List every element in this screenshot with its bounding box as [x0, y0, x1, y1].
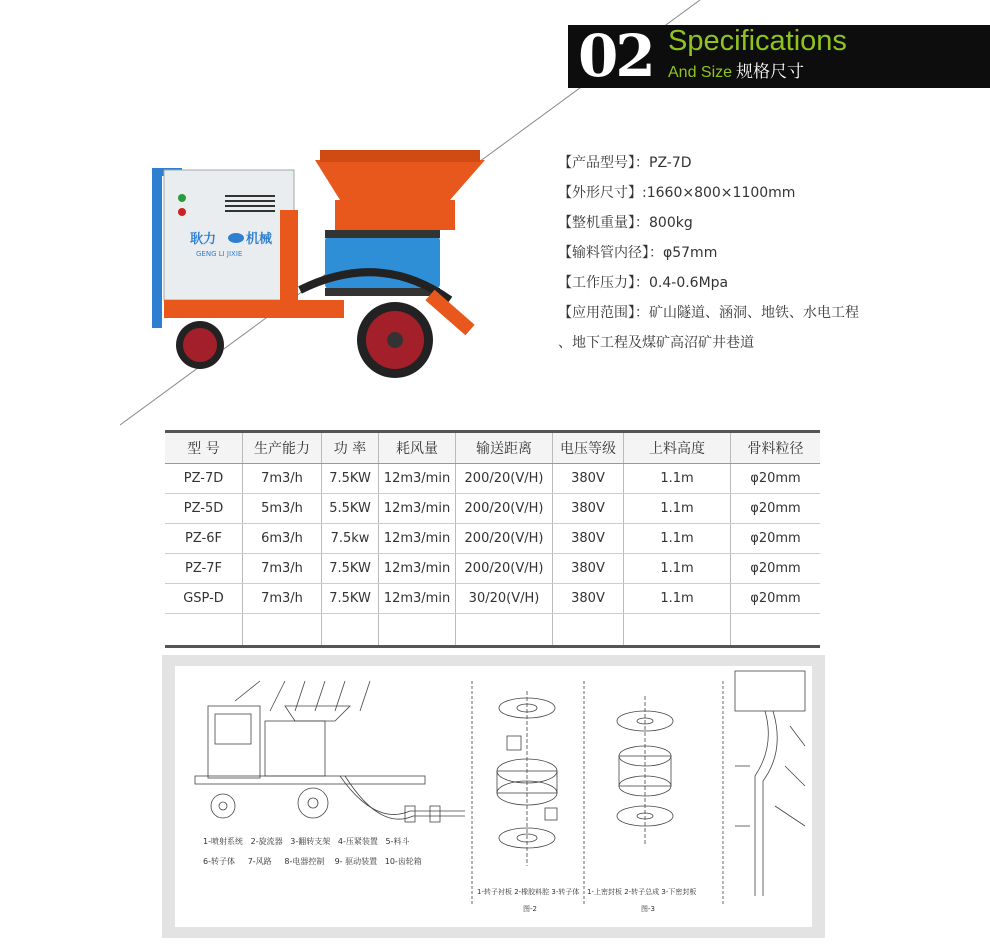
brand-text: 耿力	[190, 232, 217, 247]
spec-row-weight: 【整机重量】：800kg	[558, 215, 693, 231]
brand-pinyin-text: GENG LI JIXIE	[196, 250, 243, 258]
table-cell	[731, 614, 821, 647]
table-cell: 380V	[553, 494, 624, 524]
table-cell	[379, 614, 456, 647]
fig2-label: 图-2	[523, 905, 537, 913]
table-cell: 1.1m	[624, 494, 731, 524]
table-cell: 6m3/h	[243, 524, 322, 554]
table-cell	[165, 614, 243, 647]
table-cell: 1.1m	[624, 464, 731, 494]
table-cell: 380V	[553, 584, 624, 614]
table-row-empty	[165, 614, 820, 647]
table-cell: 12m3/min	[379, 584, 456, 614]
table-cell: 7m3/h	[243, 464, 322, 494]
table-header-cell: 电压等级	[553, 432, 624, 464]
section-subtitle-en: And Size	[668, 64, 733, 81]
table-cell: 380V	[553, 464, 624, 494]
table-header-cell: 上料高度	[624, 432, 731, 464]
section-number: 02	[578, 22, 653, 90]
table-header-cell: 功 率	[322, 432, 379, 464]
spec-row-dimensions: 【外形尺寸】:1660×800×1100mm	[558, 185, 796, 201]
table-header-cell: 生产能力	[243, 432, 322, 464]
table-row	[165, 464, 820, 494]
table-row	[165, 524, 820, 554]
table-cell: 12m3/min	[379, 494, 456, 524]
section-subtitle-cn: 规格尺寸	[736, 62, 805, 81]
spec-list	[558, 148, 988, 358]
table-cell: 12m3/min	[379, 464, 456, 494]
table-cell	[243, 614, 322, 647]
spec-row-application: 【应用范围】：矿山隧道、涵洞、地铁、水电工程	[558, 305, 859, 321]
shotcrete-machine-image	[150, 140, 490, 385]
table-cell	[624, 614, 731, 647]
table-cell: 380V	[553, 554, 624, 584]
spec-row-hose-diameter: 【输料管内径】：φ57mm	[558, 245, 718, 261]
table-cell	[322, 614, 379, 647]
technical-drawing-panel	[162, 655, 825, 938]
table-cell: φ20mm	[731, 494, 821, 524]
table-cell: 1.1m	[624, 524, 731, 554]
table-row	[165, 554, 820, 584]
table-cell: φ20mm	[731, 554, 821, 584]
table-cell: 7m3/h	[243, 584, 322, 614]
table-header-cell: 耗风量	[379, 432, 456, 464]
section-header-banner	[568, 22, 990, 90]
table-cell: PZ-7F	[165, 554, 243, 584]
table-header-row	[165, 432, 820, 464]
table-cell: PZ-6F	[165, 524, 243, 554]
brand-suffix-text: 机械	[246, 232, 273, 247]
technical-drawing-canvas	[175, 666, 812, 927]
diagram-legend-row2: 6-转子体 7-风路 8-电器控制 9- 驱动装置 10-齿轮箱	[203, 857, 422, 866]
table-cell	[456, 614, 553, 647]
table-cell	[553, 614, 624, 647]
table-cell: 7.5KW	[322, 584, 379, 614]
table-cell: 12m3/min	[379, 554, 456, 584]
table-cell: 200/20(V/H)	[456, 524, 553, 554]
table-cell: PZ-7D	[165, 464, 243, 494]
table-cell: 5m3/h	[243, 494, 322, 524]
table-cell: 7.5KW	[322, 464, 379, 494]
spec-row-model: 【产品型号】：PZ-7D	[558, 155, 692, 171]
table-cell: 1.1m	[624, 554, 731, 584]
table-cell: 30/20(V/H)	[456, 584, 553, 614]
model-spec-table	[165, 430, 820, 648]
table-cell: GSP-D	[165, 584, 243, 614]
table-cell: φ20mm	[731, 464, 821, 494]
diagram-legend-row1: 1-喷射系统 2-旋流器 3-翻转支架 4-压紧装置 5-料斗	[203, 837, 410, 846]
table-cell: 200/20(V/H)	[456, 494, 553, 524]
table-cell: 12m3/min	[379, 524, 456, 554]
table-header-cell: 型 号	[165, 432, 243, 464]
table-row	[165, 494, 820, 524]
table-cell: 5.5KW	[322, 494, 379, 524]
table-cell: φ20mm	[731, 524, 821, 554]
table-cell: 1.1m	[624, 584, 731, 614]
section-title: Specifications	[668, 25, 847, 57]
fig3-label: 图-3	[641, 905, 655, 913]
spec-row-application-cont: 、地下工程及煤矿高沼矿井巷道	[558, 335, 754, 351]
table-cell: 7m3/h	[243, 554, 322, 584]
fig2-caption: 1-转子衬板 2-橡胶料腔 3-转子体	[477, 888, 580, 896]
table-row	[165, 584, 820, 614]
table-cell: PZ-5D	[165, 494, 243, 524]
section-subtitle	[668, 61, 804, 84]
fig3-caption: 1-上密封板 2-转子总成 3-下密封板	[587, 888, 697, 896]
spec-row-pressure: 【工作压力】：0.4-0.6Mpa	[558, 275, 729, 291]
table-cell: φ20mm	[731, 584, 821, 614]
table-header-cell: 输送距离	[456, 432, 553, 464]
table-cell: 200/20(V/H)	[456, 554, 553, 584]
table-cell: 380V	[553, 524, 624, 554]
table-cell: 200/20(V/H)	[456, 464, 553, 494]
table-header-cell: 骨料粒径	[731, 432, 821, 464]
table-cell: 7.5KW	[322, 554, 379, 584]
table-cell: 7.5kw	[322, 524, 379, 554]
